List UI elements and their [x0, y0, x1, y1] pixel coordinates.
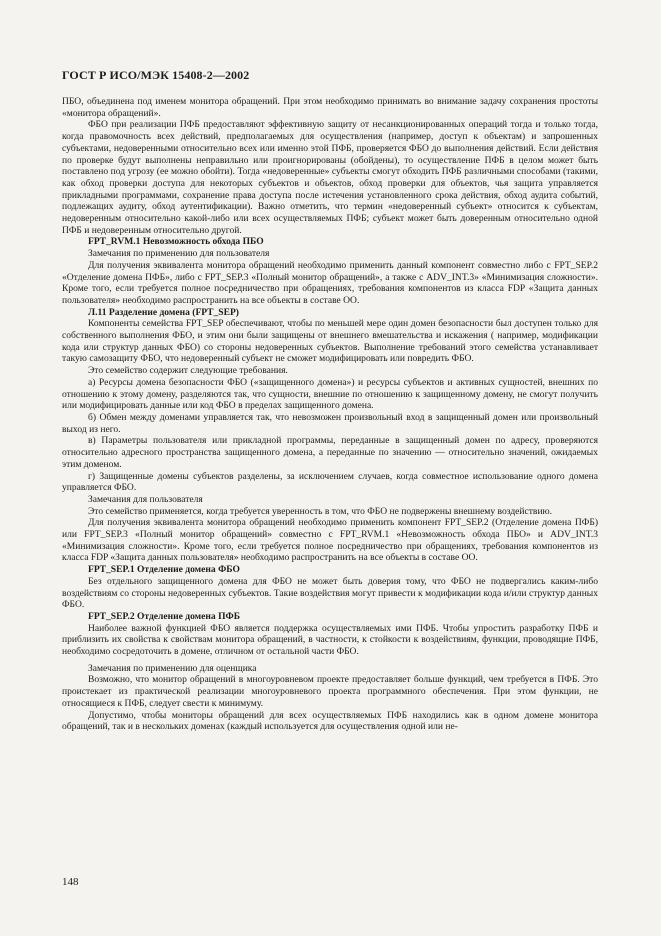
paragraph: Компоненты семейства FPT_SEP обеспечивают, чтобы по меньшей мере один домен безопасности был доступен только для собственного выполнения ФБО, и этим они были защищены от внешнего вмешательства и искажения ( например, модификации кода или структур данных ФБО) со стороны недоверенных субъектов. Выполнение требований этого семейства устанавливает такую самозащиту ФБО, что недоверенный субъект не сможет модифицировать или повредить ФБО. [62, 318, 598, 365]
document-header: ГОСТ Р ИСО/МЭК 15408-2—2002 [62, 68, 250, 82]
page-number: 148 [62, 876, 79, 888]
paragraph: Без отдельного защищенного домена для ФБО не может быть доверия тому, что ФБО не подвергались каким-либо воздействиям со стороны недоверенных субъектов. Такие воздействия могут привести к модификации кода и/или структур данных ФБО. [62, 575, 598, 611]
paragraph: Наиболее важной функцией ФБО является поддержка осуществляемых ими ПФБ. Чтобы упростить разработку ПФБ и приблизить их свойства к свойствам монитора обращений, в частности, к стойкости к воздействиям, функции, проводящие ПФБ, необходимо сосредоточить в домене, отличном от остальной части ФБО. [62, 622, 598, 658]
paragraph: Возможно, что монитор обращений в многоуровневом проекте предоставляет больше функций, чем требуется в ПФБ. Это проистекает из практической реализации многоуровневого проекта программного обеспечения. При этом функции, не относящиеся к ПФБ, следует свести к минимуму. [62, 674, 598, 709]
list-item: г) Защищенные домены субъектов разделены, за исключением случаев, когда совместное использование одного домена управляется ФБО. [62, 470, 598, 494]
paragraph: Для получения эквивалента монитора обращений необходимо применить компонент FPT_SEP.2 (Отделение домена ПФБ) или FPT_SEP.3 «Полный монитор обращений» совместно с FPT_RVM.1 «Невозможность обхода ПБО» и ADV_INT.3 «Минимизация сложности». Кроме того, если требуется полное посредничество при обращениях, требования компонентов из класса FDP «Защита данных пользователя» необходимо распространить на все объекты в составе ОО. [62, 517, 598, 564]
component-heading: FPT_RVM.1 Невозможность обхода ПБО [88, 236, 264, 248]
list-item: а) Ресурсы домена безопасности ФБО («защищенного домена») и ресурсы субъектов и активных сущностей, внешних по отношению к этому домену, разделяются так, что сущности, внешние по отношению к защищенному домену, не смогут получить или модифицировать данные или код ФБО в пределах защищенного домена. [62, 376, 598, 412]
paragraph: Это семейство применяется, когда требуется уверенность в том, что ФБО не подвержены внешнему воздействию. [88, 505, 553, 517]
component-heading: FPT_SEP.1 Отделение домена ФБО [88, 564, 240, 576]
list-item: в) Параметры пользователя или прикладной программы, переданные в защищенный домен по адресу, проверяются относительно адресного пространства защищенного домена, а переданные по значению — относительно значений, ожидаемых этим доменом. [62, 435, 598, 470]
note-heading: Замечания по применению для оценщика [88, 662, 257, 674]
paragraph: Это семейство содержит следующие требования. [88, 365, 288, 377]
paragraph: Допустимо, чтобы мониторы обращений для всех осуществляемых ПФБ находились как в одном домене монитора обращений, так и в нескольких доменах (каждый используется для осуществления одной или не- [62, 709, 598, 733]
note-heading: Замечания для пользователя [88, 493, 203, 505]
note-heading: Замечания по применению для пользователя [88, 248, 270, 260]
section-heading: Л.11 Разделение домена (FPT_SEP) [88, 306, 239, 318]
list-item: б) Обмен между доменами управляется так, что невозможен произвольный вход в защищенный домен или произвольный выход из него. [62, 411, 598, 435]
component-heading: FPT_SEP.2 Отделение домена ПФБ [88, 610, 241, 622]
paragraph: ФБО при реализации ПФБ предоставляют эффективную защиту от несанкционированных операций тогда и только тогда, когда правомочность всех действий, предполагаемых для осуществления (например, доступ к объектам) и запрошенных субъектами, недоверенными относительно всех или именно этой ПФБ, проверяется ФБО до выполнения действий. Если действия по проверке будут выполнены неправильно или проигнорированы (обойдены), то осуществление ПФБ в целом может быть поставлено под угрозу (ее можно обойти). Тогда «недоверенные» субъекты смогут обходить ПФБ различными способами (такими, как обход проверки доступа для некоторых субъектов и объектов, обход проверки для объектов, чья защита управляется прикладными программами, сохранение права доступа после истечения установленного срока действия, обход аудита событий, подлежащих аудиту, обход аутентификации). Важно отметить, что термин «недоверенный субъект» относится к субъектам, недоверенным относительно какой-либо или всех осуществляемых ПФБ; субъект может быть доверенным относительно одной ПФБ и недоверенным относительно другой. [62, 119, 598, 236]
document-body [62, 96, 598, 733]
paragraph: Для получения эквивалента монитора обращений необходимо применить данный компонент совместно либо с FPT_SEP.2 «Отделение домена ПФБ», либо с FPT_SEP.3 «Полный монитор обращений», а также с ADV_INT.3» «Минимизация сложности». Кроме того, если требуется полное посредничество при обращениях, требования компонентов из класса FDP «Защита данных пользователя» необходимо распространить на все объекты в составе ОО. [62, 259, 598, 306]
paragraph: ПБО, объединена под именем монитора обращений. При этом необходимо принимать во внимание задачу сохранения простоты «монитора обращений». [62, 96, 598, 119]
